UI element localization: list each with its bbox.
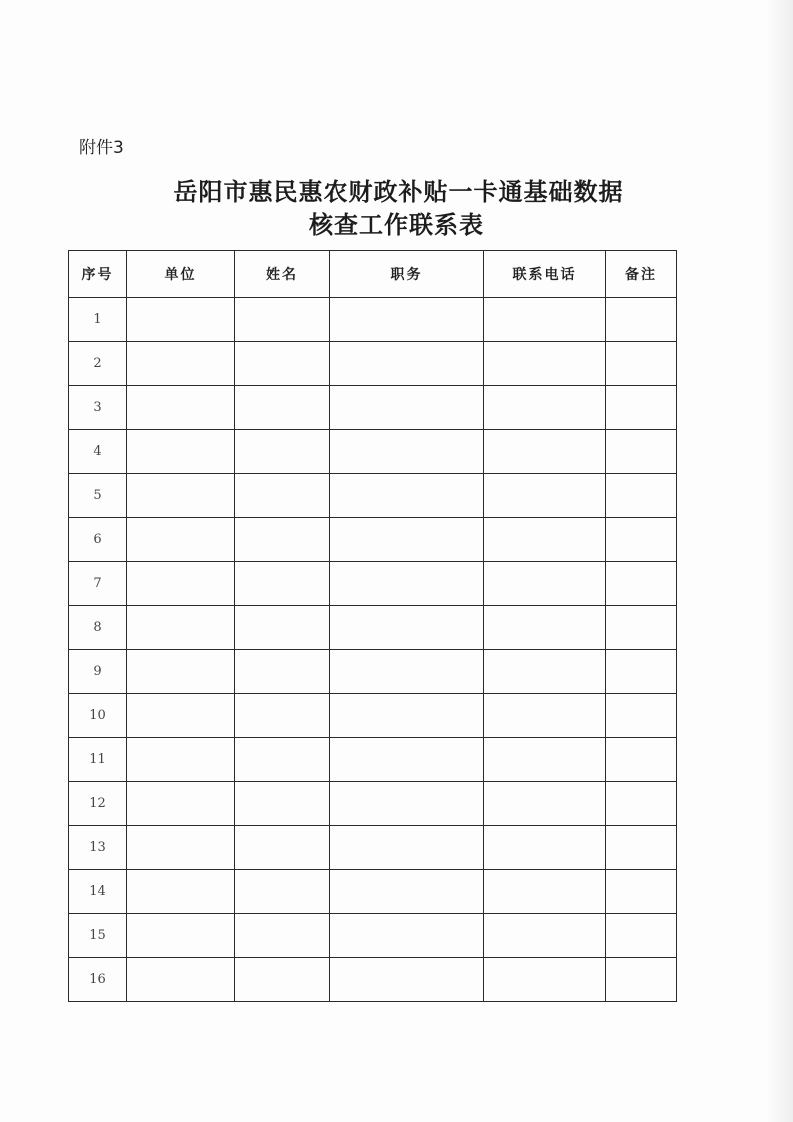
contact-table [68,250,677,1002]
row-seq-cell: 5 [69,474,127,518]
row-position-cell[interactable] [330,650,484,694]
row-unit-cell[interactable] [127,562,235,606]
row-seq-cell: 10 [69,694,127,738]
row-remarks-cell[interactable] [606,958,677,1002]
row-seq-cell: 16 [69,958,127,1002]
row-name-cell[interactable] [235,694,330,738]
header-unit: 单位 [127,251,235,298]
row-phone-cell[interactable] [484,870,606,914]
row-seq-cell: 12 [69,782,127,826]
table-row [69,342,677,386]
row-phone-cell[interactable] [484,342,606,386]
row-remarks-cell[interactable] [606,430,677,474]
row-name-cell[interactable] [235,826,330,870]
table-row [69,474,677,518]
row-remarks-cell[interactable] [606,562,677,606]
row-phone-cell[interactable] [484,606,606,650]
row-seq-cell: 4 [69,430,127,474]
row-position-cell[interactable] [330,342,484,386]
row-unit-cell[interactable] [127,518,235,562]
row-seq-cell: 1 [69,298,127,342]
row-name-cell[interactable] [235,738,330,782]
row-phone-cell[interactable] [484,430,606,474]
row-name-cell[interactable] [235,430,330,474]
row-unit-cell[interactable] [127,694,235,738]
row-position-cell[interactable] [330,738,484,782]
document-title-line-1: 岳阳市惠民惠农财政补贴一卡通基础数据 [173,177,624,206]
row-position-cell[interactable] [330,386,484,430]
table-row [69,606,677,650]
row-position-cell[interactable] [330,826,484,870]
table-row [69,298,677,342]
row-name-cell[interactable] [235,562,330,606]
table-row [69,738,677,782]
row-position-cell[interactable] [330,518,484,562]
row-unit-cell[interactable] [127,342,235,386]
row-seq-cell: 3 [69,386,127,430]
row-name-cell[interactable] [235,606,330,650]
row-unit-cell[interactable] [127,738,235,782]
row-name-cell[interactable] [235,650,330,694]
attachment-label: 附件3 [79,138,124,158]
row-position-cell[interactable] [330,958,484,1002]
table-row [69,782,677,826]
row-phone-cell[interactable] [484,738,606,782]
row-phone-cell[interactable] [484,474,606,518]
row-phone-cell[interactable] [484,694,606,738]
row-phone-cell[interactable] [484,826,606,870]
row-phone-cell[interactable] [484,958,606,1002]
table-row [69,694,677,738]
row-position-cell[interactable] [330,430,484,474]
row-name-cell[interactable] [235,870,330,914]
row-remarks-cell[interactable] [606,342,677,386]
row-position-cell[interactable] [330,298,484,342]
row-unit-cell[interactable] [127,826,235,870]
header-seq: 序号 [69,251,127,298]
row-position-cell[interactable] [330,606,484,650]
row-name-cell[interactable] [235,518,330,562]
row-remarks-cell[interactable] [606,782,677,826]
row-remarks-cell[interactable] [606,650,677,694]
row-phone-cell[interactable] [484,518,606,562]
scan-shadow-edge [767,0,793,1122]
row-phone-cell[interactable] [484,914,606,958]
row-remarks-cell[interactable] [606,694,677,738]
row-seq-cell: 11 [69,738,127,782]
row-remarks-cell[interactable] [606,298,677,342]
row-seq-cell: 2 [69,342,127,386]
row-remarks-cell[interactable] [606,518,677,562]
table-row [69,386,677,430]
row-unit-cell[interactable] [127,958,235,1002]
row-position-cell[interactable] [330,870,484,914]
row-unit-cell[interactable] [127,870,235,914]
table-header-row [69,251,677,298]
row-position-cell[interactable] [330,474,484,518]
document-title-line-2: 核查工作联系表 [309,210,484,239]
header-remarks: 备注 [606,251,677,298]
row-unit-cell[interactable] [127,914,235,958]
header-name: 姓名 [235,251,330,298]
table-row [69,650,677,694]
row-unit-cell[interactable] [127,430,235,474]
row-unit-cell[interactable] [127,782,235,826]
row-phone-cell[interactable] [484,562,606,606]
row-phone-cell[interactable] [484,650,606,694]
row-name-cell[interactable] [235,298,330,342]
table-row [69,518,677,562]
table-row [69,914,677,958]
table-row [69,430,677,474]
row-name-cell[interactable] [235,386,330,430]
row-remarks-cell[interactable] [606,386,677,430]
row-seq-cell: 9 [69,650,127,694]
row-name-cell[interactable] [235,958,330,1002]
row-remarks-cell[interactable] [606,738,677,782]
table-row [69,562,677,606]
row-position-cell[interactable] [330,914,484,958]
row-unit-cell[interactable] [127,474,235,518]
table-row [69,870,677,914]
row-seq-cell: 7 [69,562,127,606]
header-phone: 联系电话 [484,251,606,298]
header-position: 职务 [330,251,484,298]
row-position-cell[interactable] [330,562,484,606]
row-name-cell[interactable] [235,782,330,826]
row-unit-cell[interactable] [127,386,235,430]
row-seq-cell: 8 [69,606,127,650]
row-phone-cell[interactable] [484,782,606,826]
row-remarks-cell[interactable] [606,606,677,650]
table-body [69,298,677,1002]
row-seq-cell: 14 [69,870,127,914]
row-remarks-cell[interactable] [606,474,677,518]
row-position-cell[interactable] [330,782,484,826]
row-remarks-cell[interactable] [606,914,677,958]
row-name-cell[interactable] [235,474,330,518]
row-name-cell[interactable] [235,914,330,958]
row-name-cell[interactable] [235,342,330,386]
row-seq-cell: 6 [69,518,127,562]
row-phone-cell[interactable] [484,386,606,430]
row-unit-cell[interactable] [127,650,235,694]
row-seq-cell: 15 [69,914,127,958]
row-phone-cell[interactable] [484,298,606,342]
row-seq-cell: 13 [69,826,127,870]
table-row [69,826,677,870]
table-row [69,958,677,1002]
row-position-cell[interactable] [330,694,484,738]
row-remarks-cell[interactable] [606,826,677,870]
row-unit-cell[interactable] [127,606,235,650]
row-remarks-cell[interactable] [606,870,677,914]
row-unit-cell[interactable] [127,298,235,342]
